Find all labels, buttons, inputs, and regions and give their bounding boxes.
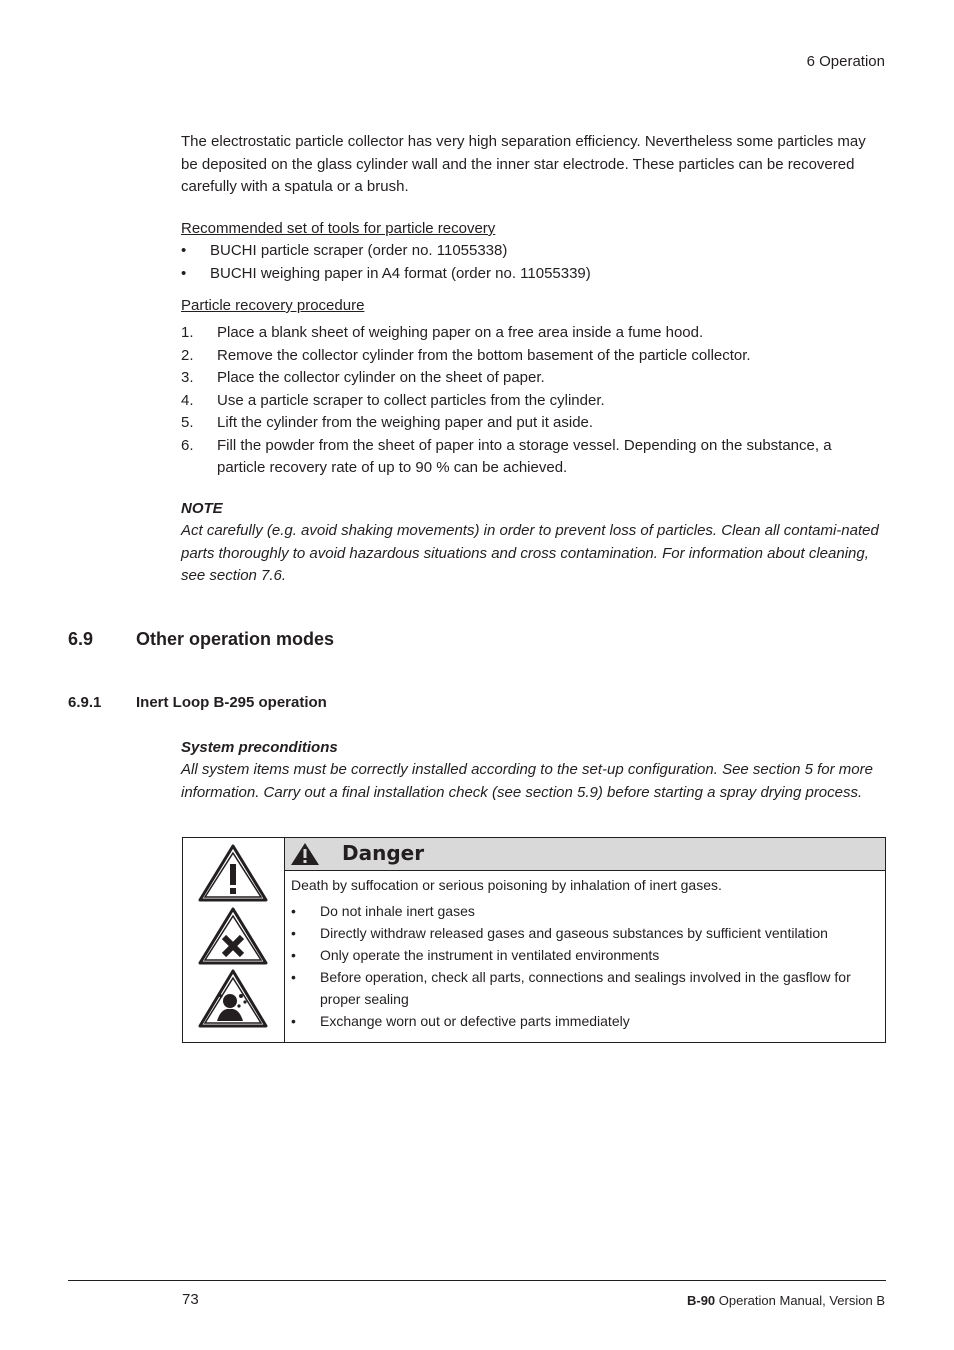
bullet-marker: • xyxy=(291,903,296,919)
page-number: 73 xyxy=(182,1291,199,1308)
bullet-marker: • xyxy=(291,1013,296,1029)
danger-title: Danger xyxy=(342,841,425,865)
list-item: 3. Place the collector cylinder on the sheet of paper. xyxy=(181,369,545,386)
intro-paragraph: The electrostatic particle collector has very high separation efficiency. Nevertheless some particles may be deposited on the glass cylinder wall and the inner star electrode. These particles can be recovered carefully with a spatula or a brush. xyxy=(181,133,866,195)
document-title: B-90 Operation Manual, Version B xyxy=(686,1293,885,1308)
note-title: NOTE xyxy=(181,500,223,517)
preconditions-text: All system items must be correctly installed according to the set-up configuration. See section 5 for more information. Carry out a final installation check (see section 5.9) before starting a spray drying process. xyxy=(181,761,873,801)
list-item: 4. Use a particle scraper to collect particles from the cylinder. xyxy=(181,391,605,409)
list-item: 6. Fill the powder from the sheet of paper into a storage vessel. Depending on the substance, a particle recovery rate of up to 90 % can be achieved. xyxy=(181,436,832,476)
list-item: • Before operation, check all parts, connections and sealings involved in the gasflow for proper sealing xyxy=(291,966,876,1010)
list-item: • Do not inhale inert gases xyxy=(291,900,876,922)
section-title: Other operation modes xyxy=(136,629,335,649)
warning-icon xyxy=(200,846,266,900)
toxic-gas-icon xyxy=(200,971,266,1026)
bullet-marker: • xyxy=(181,264,187,282)
list-item: • BUCHI weighing paper in A4 format (order no. 11055339) xyxy=(181,263,871,286)
danger-intro: Death by suffocation or serious poisoning by inhalation of inert gases. xyxy=(291,877,722,893)
tools-heading: Recommended set of tools for particle recovery xyxy=(181,220,496,237)
subsection-number: 6.9.1 xyxy=(68,694,102,711)
bullet-marker: • xyxy=(291,947,296,963)
list-item: • Directly withdraw released gases and gaseous substances by sufficient ventilation xyxy=(291,922,876,944)
list-item: 2. Remove the collector cylinder from the bottom basement of the particle collector. xyxy=(181,346,751,364)
bullet-marker: • xyxy=(181,242,187,259)
bullet-marker: • xyxy=(291,969,296,985)
tools-list xyxy=(181,240,871,285)
danger-header xyxy=(285,838,885,871)
harmful-substance-icon xyxy=(200,909,266,963)
preconditions-title: System preconditions xyxy=(181,739,338,756)
procedure-steps xyxy=(181,322,861,480)
list-item: • Only operate the instrument in ventilated environments xyxy=(291,944,876,966)
hazard-icons xyxy=(183,838,285,1042)
warning-icon xyxy=(290,842,320,866)
danger-box xyxy=(182,837,886,1043)
procedure-heading: Particle recovery procedure xyxy=(181,297,365,314)
running-header: 6 Operation xyxy=(806,53,885,70)
section-number: 6.9 xyxy=(68,629,94,649)
bullet-marker: • xyxy=(291,925,296,941)
note-text: Act carefully (e.g. avoid shaking movements) in order to prevent loss of particles. Clean all contami-nated parts thoroughly to avoid hazardous situations and cross contamination. For information about cleaning, see section 7.6. xyxy=(181,522,879,584)
danger-list xyxy=(291,900,876,1032)
list-item: • Exchange worn out or defective parts immediately xyxy=(291,1010,876,1032)
hazard-icons-svg xyxy=(183,838,284,1042)
list-item: • BUCHI particle scraper (order no. 11055338) xyxy=(181,240,871,263)
list-item: 1. Place a blank sheet of weighing paper on a free area inside a fume hood. xyxy=(181,324,704,341)
footer-divider xyxy=(68,1280,886,1281)
danger-body xyxy=(291,874,876,1032)
subsection-title: Inert Loop B-295 operation xyxy=(136,694,327,711)
list-item: 5. Lift the cylinder from the weighing paper and put it aside. xyxy=(181,414,594,431)
